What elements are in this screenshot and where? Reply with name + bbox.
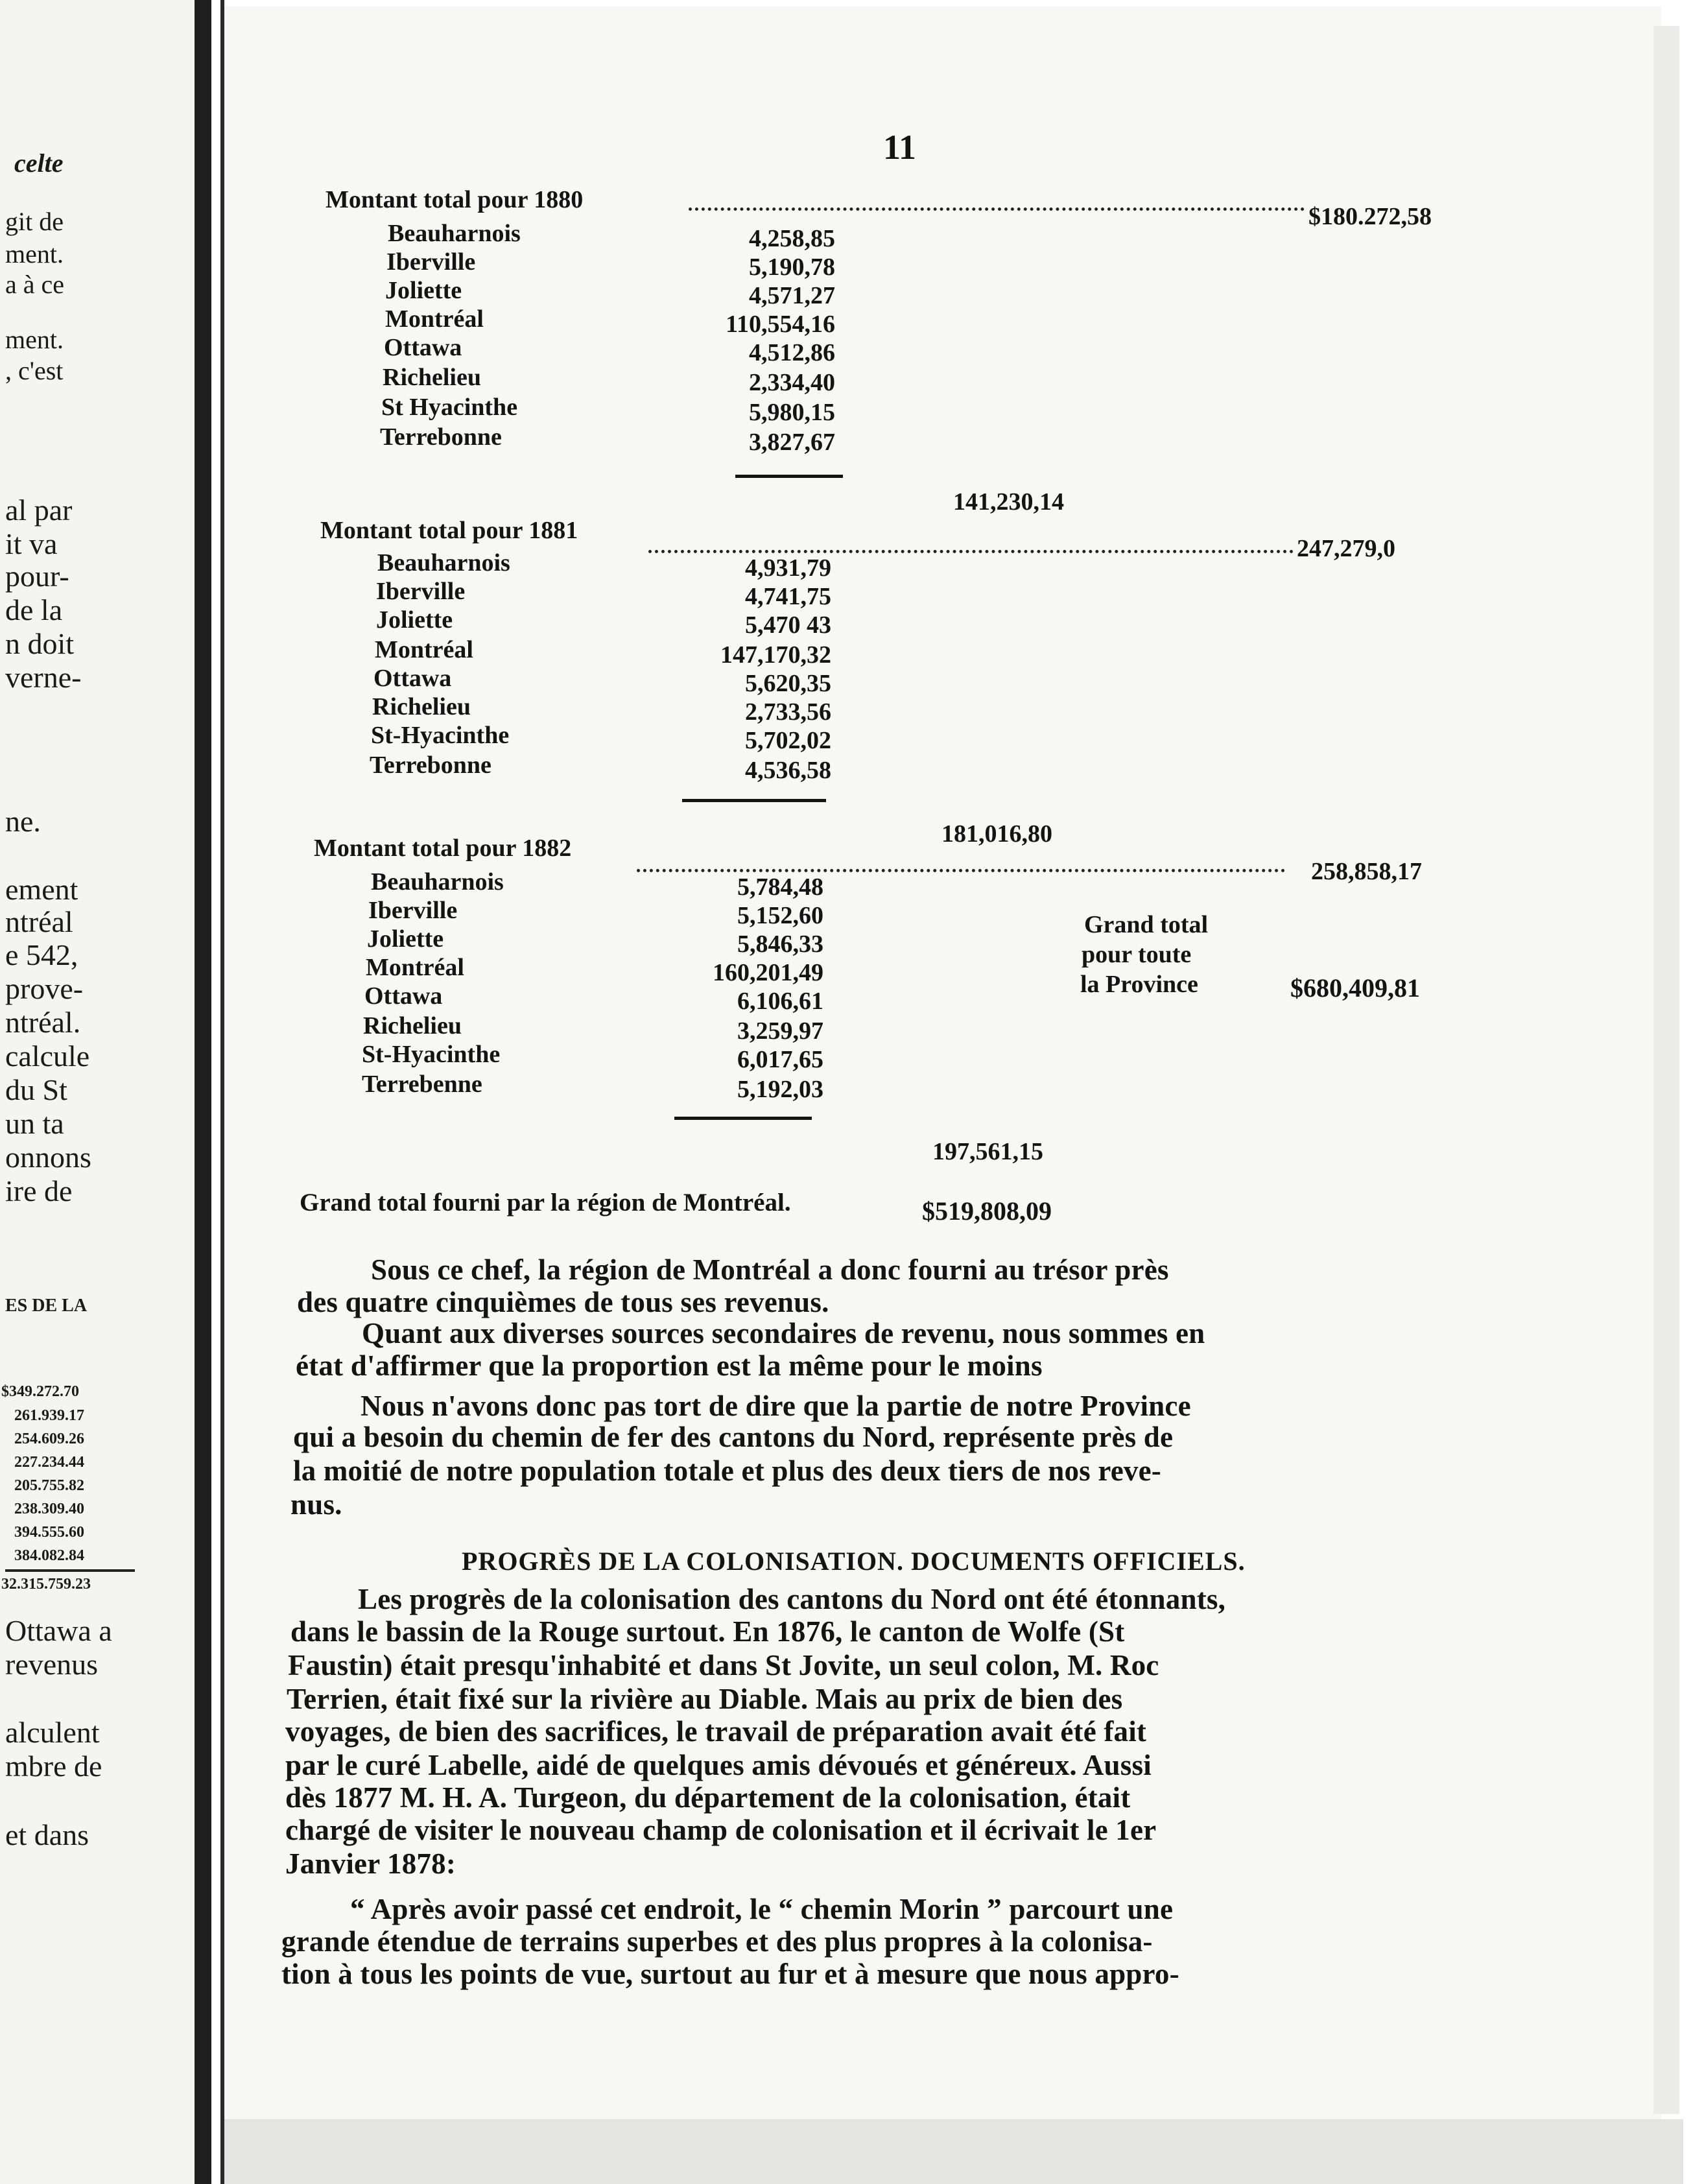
left-fragment: n doit: [5, 627, 75, 660]
left-fragment: Ottawa a: [5, 1614, 112, 1647]
region-name: Ottawa: [364, 982, 443, 1010]
region-value: 4,258,85: [749, 225, 835, 252]
region-value: 4,571,27: [749, 282, 835, 309]
left-fragment: et dans: [5, 1818, 89, 1851]
grand-total-montreal-value: $519,808,09: [922, 1196, 1052, 1226]
region-name: Joliette: [385, 277, 462, 304]
left-fragment: alculent: [5, 1716, 100, 1749]
left-fragment: de la: [5, 593, 63, 626]
paragraph-line: Les progrès de la colonisation des cantons du Nord ont été étonnants,: [358, 1583, 1226, 1615]
subtotal-rule: [682, 799, 826, 802]
region-value: 5,152,60: [737, 902, 823, 929]
paragraph-line: Terrien, était fixé sur la rivière au Diable. Mais au prix de bien des: [287, 1683, 1123, 1715]
left-fragment: ement: [5, 873, 78, 906]
paragraph-line: Sous ce chef, la région de Montréal a donc fourni au trésor près: [371, 1253, 1169, 1286]
paragraph-line: dans le bassin de la Rouge surtout. En 1876, le canton de Wolfe (St: [290, 1615, 1125, 1648]
paragraph-line: Janvier 1878:: [285, 1847, 456, 1880]
subtotal-1881: 181,016,80: [941, 820, 1052, 848]
left-fragment: ntréal.: [5, 1006, 81, 1039]
year-total-label: Montant total pour 1881: [320, 517, 578, 544]
left-fragment: onnons: [5, 1141, 91, 1174]
region-value: 5,620,35: [745, 670, 831, 697]
region-name: Ottawa: [384, 334, 462, 361]
year-total-label: Montant total pour 1882: [314, 835, 572, 862]
left-fragment: ne.: [5, 805, 41, 838]
paragraph-line: qui a besoin du chemin de fer des cantons du Nord, représente près de: [293, 1421, 1174, 1453]
region-name: Iberville: [368, 897, 458, 924]
region-name: Ottawa: [373, 665, 452, 692]
region-value: 5,702,02: [745, 727, 831, 754]
left-fragment: ntréal: [5, 905, 73, 938]
region-value: 5,980,15: [749, 399, 835, 426]
dot-leader: [689, 208, 1305, 211]
left-page-fragment: [0, 0, 195, 2184]
region-value: 2,733,56: [745, 698, 831, 726]
left-number: 238.309.40: [14, 1501, 84, 1517]
region-value: 147,170,32: [720, 641, 831, 669]
left-number: 32.315.759.23: [1, 1576, 91, 1593]
region-name: Iberville: [376, 578, 466, 605]
region-name: Joliette: [376, 606, 453, 634]
left-fragment: mbre de: [5, 1750, 102, 1783]
page-edge: [1653, 26, 1679, 2114]
province-total-1880: $180.272,58: [1308, 203, 1432, 230]
left-fragment: it va: [5, 527, 58, 560]
subtotal-rule: [735, 475, 843, 478]
paragraph-line: dès 1877 M. H. A. Turgeon, du département de la colonisation, était: [285, 1781, 1131, 1814]
book-gutter: [195, 0, 211, 2184]
paragraph-line: “ Après avoir passé cet endroit, le “ chemin Morin ” parcourt une: [350, 1893, 1174, 1925]
paragraph-line: par le curé Labelle, aidé de quelques amis dévoués et généreux. Aussi: [285, 1749, 1152, 1781]
grand-total-label: pour toute: [1082, 941, 1192, 968]
grand-total-label: Grand total: [1084, 911, 1209, 938]
region-value: 5,470 43: [745, 611, 831, 639]
paragraph-line: tion à tous les points de vue, surtout au fur et à mesure que nous appro-: [281, 1958, 1179, 1990]
subtotal-1880: 141,230,14: [953, 488, 1064, 516]
region-value: 110,554,16: [726, 311, 835, 338]
region-name: Terrebonne: [380, 423, 502, 451]
paragraph-line: état d'affirmer que la proportion est la même pour le moins: [296, 1349, 1043, 1382]
left-fragment: e 542,: [5, 938, 78, 971]
left-fragment: celte: [14, 148, 64, 178]
dot-leader: [648, 550, 1294, 553]
region-name: Montréal: [366, 954, 464, 981]
region-name: Richelieu: [372, 693, 471, 720]
region-name: St Hyacinthe: [381, 394, 518, 421]
region-name: St-Hyacinthe: [362, 1041, 501, 1068]
region-value: 5,784,48: [737, 873, 823, 901]
paragraph-line: Nous n'avons donc pas tort de dire que la partie de notre Province: [361, 1390, 1191, 1422]
left-number: 394.555.60: [14, 1524, 84, 1541]
left-fragment: pour-: [5, 560, 69, 593]
region-name: Terrebonne: [370, 752, 491, 779]
left-number: 261.939.17: [14, 1407, 84, 1424]
left-number: 227.234.44: [14, 1454, 84, 1471]
region-name: Montréal: [375, 636, 473, 663]
section-heading: PROGRÈS DE LA COLONISATION. DOCUMENTS OFFICIELS.: [462, 1547, 1246, 1576]
region-name: Terrebenne: [362, 1071, 482, 1098]
paragraph-line: chargé de visiter le nouveau champ de colonisation et il écrivait le 1er: [285, 1814, 1157, 1846]
left-fragment: ment.: [5, 239, 64, 268]
paragraph-line: voyages, de bien des sacrifices, le travail de préparation avait été fait: [285, 1715, 1147, 1748]
region-value: 3,259,97: [737, 1017, 823, 1045]
region-value: 6,106,61: [737, 988, 823, 1015]
region-value: 5,190,78: [749, 254, 835, 281]
region-value: 5,846,33: [737, 931, 823, 958]
left-fragment: prove-: [5, 972, 84, 1005]
grand-total-province-value: $680,409,81: [1290, 973, 1420, 1003]
left-fragment: ES DE LA: [5, 1296, 88, 1316]
region-name: Beauharnois: [377, 549, 510, 576]
left-fragment: al par: [5, 493, 73, 527]
paragraph-line: nus.: [290, 1488, 342, 1521]
left-fragment: verne-: [5, 661, 82, 694]
province-total-1881: 247,279,0: [1297, 535, 1395, 562]
region-name: Beauharnois: [388, 220, 521, 247]
left-fragment: du St: [5, 1073, 67, 1106]
grand-total-label: la Province: [1080, 971, 1198, 998]
region-name: Montréal: [385, 305, 484, 333]
subtotal-rule: [674, 1117, 812, 1120]
left-number: 205.755.82: [14, 1477, 84, 1494]
left-fragment: , c'est: [5, 356, 64, 385]
left-fragment: un ta: [5, 1107, 64, 1140]
left-fragment: git de: [5, 207, 64, 236]
book-gutter-gap: [211, 0, 220, 2184]
left-fragment: ment.: [5, 325, 64, 354]
province-total-1882: 258,858,17: [1311, 858, 1422, 885]
paragraph-line: Faustin) était presqu'inhabité et dans St Jovite, un seul colon, M. Roc: [288, 1649, 1159, 1681]
paragraph-line: la moitié de notre population totale et plus des deux tiers de nos reve-: [293, 1454, 1161, 1487]
region-value: 4,741,75: [745, 583, 831, 610]
region-name: Beauharnois: [371, 868, 504, 896]
region-value: 160,201,49: [713, 959, 823, 986]
region-value: 4,931,79: [745, 554, 831, 582]
paragraph-line: Quant aux diverses sources secondaires de revenu, nous sommes en: [362, 1317, 1205, 1349]
region-name: Richelieu: [363, 1012, 462, 1039]
left-fragment: calcule: [5, 1039, 90, 1073]
left-number: 384.082.84: [14, 1547, 84, 1564]
year-total-label: Montant total pour 1880: [325, 186, 584, 213]
region-value: 4,512,86: [749, 339, 835, 366]
region-name: Iberville: [386, 248, 476, 276]
dot-leader: [637, 869, 1285, 872]
left-fragment: ire de: [5, 1174, 73, 1207]
bottom-shadow: [224, 2119, 1683, 2184]
region-value: 3,827,67: [749, 429, 835, 456]
paragraph-line: grande étendue de terrains superbes et des plus propres à la colonisa-: [281, 1925, 1153, 1958]
region-value: 4,536,58: [745, 757, 831, 784]
left-number: 254.609.26: [14, 1430, 84, 1447]
region-name: St-Hyacinthe: [371, 722, 510, 749]
paragraph-line: des quatre cinquièmes de tous ses revenus.: [297, 1286, 829, 1318]
subtotal-1882: 197,561,15: [932, 1138, 1043, 1165]
left-fragment: a à ce: [5, 270, 65, 299]
page-number: 11: [883, 128, 917, 167]
left-fragment: revenus: [5, 1648, 99, 1681]
region-value: 5,192,03: [737, 1076, 823, 1103]
region-value: 2,334,40: [749, 369, 835, 396]
region-name: Joliette: [367, 925, 444, 953]
left-number: $349.272.70: [1, 1383, 79, 1400]
region-name: Richelieu: [383, 364, 481, 391]
grand-total-montreal-label: Grand total fourni par la région de Montréal.: [300, 1189, 791, 1217]
region-value: 6,017,65: [737, 1046, 823, 1073]
